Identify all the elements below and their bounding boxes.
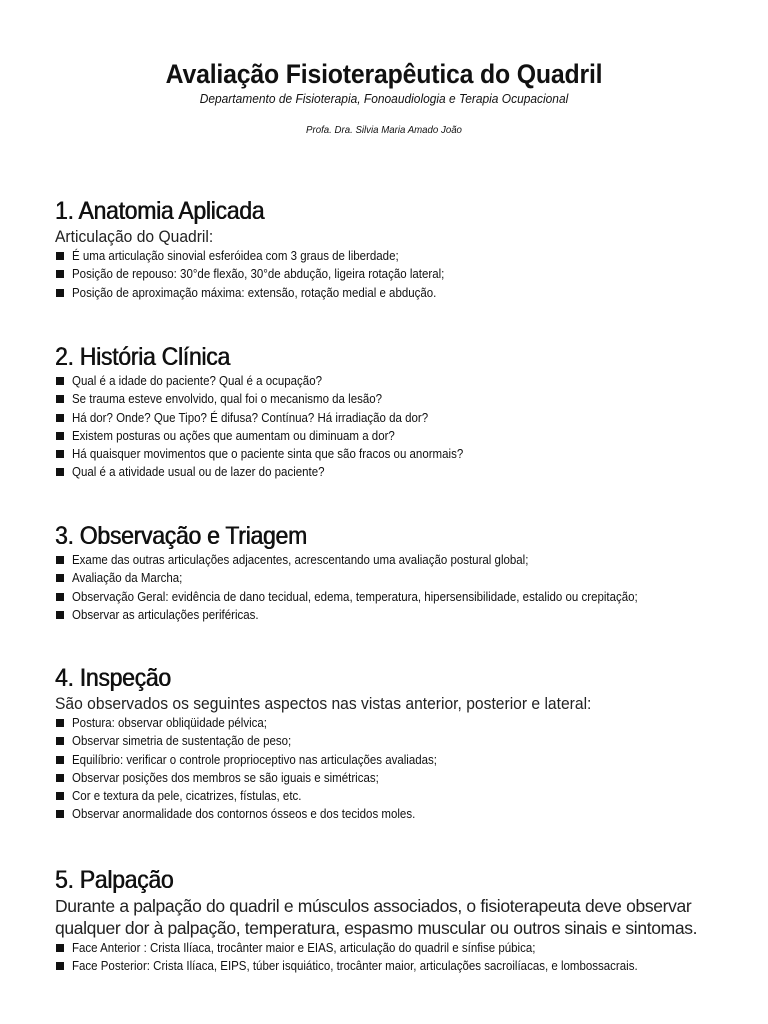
section-observacao-triagem (55, 521, 735, 624)
square-bullet-icon (56, 468, 64, 476)
list-item: Observar posições dos membros se são iguais e simétricas; (55, 769, 735, 787)
square-bullet-icon (56, 810, 64, 818)
list-item: Face Anterior : Crista Ilíaca, trocânter maior e EIAS, articulação do quadril e sínfise púbica; (55, 939, 735, 957)
section-anatomia (55, 196, 735, 302)
square-bullet-icon (56, 737, 64, 745)
list-item: Posição de aproximação máxima: extensão, rotação medial e abdução. (55, 284, 735, 302)
square-bullet-icon (56, 962, 64, 970)
square-bullet-icon (56, 719, 64, 727)
department-subtitle: Departamento de Fisioterapia, Fonoaudiologia e Terapia Ocupacional (199, 91, 569, 106)
square-bullet-icon (56, 395, 64, 403)
list-item: É uma articulação sinovial esferóidea com 3 graus de liberdade; (55, 247, 735, 265)
list-item: Se trauma esteve envolvido, qual foi o mecanismo da lesão? (55, 390, 735, 408)
square-bullet-icon (56, 611, 64, 619)
section-title: 1. Anatomia Aplicada (55, 197, 265, 225)
list-item: Observação Geral: evidência de dano tecidual, edema, temperatura, hipersensibilidade, estalido ou crepitação; (55, 588, 735, 606)
author-line: Profa. Dra. Silvia Maria Amado João (306, 124, 462, 136)
square-bullet-icon (56, 792, 64, 800)
list-item: Avaliação da Marcha; (55, 569, 735, 587)
square-bullet-icon (56, 556, 64, 564)
section-title: 4. Inspeção (55, 664, 171, 692)
square-bullet-icon (56, 593, 64, 601)
square-bullet-icon (56, 756, 64, 764)
square-bullet-icon (56, 270, 64, 278)
square-bullet-icon (56, 774, 64, 782)
list-item: Qual é a atividade usual ou de lazer do paciente? (55, 463, 735, 481)
section-historia-clinica (55, 342, 735, 482)
list-item: Há quaisquer movimentos que o paciente sinta que são fracos ou anormais? (55, 445, 735, 463)
square-bullet-icon (56, 574, 64, 582)
square-bullet-icon (56, 944, 64, 952)
section-title: 2. História Clínica (55, 343, 230, 371)
list-item: Qual é a idade do paciente? Qual é a ocupação? (55, 372, 735, 390)
list-item: Exame das outras articulações adjacentes, acrescentando uma avaliação postural global; (55, 551, 735, 569)
list-item: Cor e textura da pele, cicatrizes, fístulas, etc. (55, 787, 735, 805)
bullet-list (55, 551, 735, 624)
square-bullet-icon (56, 377, 64, 385)
list-item: Observar simetria de sustentação de peso; (55, 732, 735, 750)
bullet-list (55, 247, 735, 302)
section-inspecao (55, 663, 735, 824)
list-item: Observar anormalidade dos contornos ósseos e dos tecidos moles. (55, 805, 735, 823)
bullet-list (55, 714, 735, 824)
list-item: Postura: observar obliqüidade pélvica; (55, 714, 735, 732)
list-item: Há dor? Onde? Que Tipo? É difusa? Contínua? Há irradiação da dor? (55, 409, 735, 427)
section-intro: Durante a palpação do quadril e músculos associados, o fisioterapeuta deve observar qualquer dor à palpação, temperatura, espasmo muscular ou outros sinais e sintomas. (55, 896, 698, 938)
list-item: Observar as articulações periféricas. (55, 606, 735, 624)
bullet-list (55, 372, 735, 482)
document-title: Avaliação Fisioterapêutica do Quadril (165, 59, 603, 89)
list-item: Face Posterior: Crista Ilíaca, EIPS, túber isquiático, trocânter maior, articulações sacroilíacas, e lombossacrais. (55, 957, 735, 975)
section-intro: Articulação do Quadril: (55, 227, 214, 246)
list-item: Existem posturas ou ações que aumentam ou diminuam a dor? (55, 427, 735, 445)
bullet-list (55, 939, 735, 976)
square-bullet-icon (56, 450, 64, 458)
section-title: 5. Palpação (55, 866, 174, 894)
square-bullet-icon (56, 432, 64, 440)
section-intro: São observados os seguintes aspectos nas vistas anterior, posterior e lateral: (55, 694, 592, 713)
document-header (0, 58, 768, 137)
section-palpacao (55, 865, 735, 976)
square-bullet-icon (56, 252, 64, 260)
section-title: 3. Observação e Triagem (55, 522, 307, 550)
list-item: Equilíbrio: verificar o controle proprioceptivo nas articulações avaliadas; (55, 751, 735, 769)
square-bullet-icon (56, 289, 64, 297)
list-item: Posição de repouso: 30°de flexão, 30°de abdução, ligeira rotação lateral; (55, 265, 735, 283)
square-bullet-icon (56, 414, 64, 422)
